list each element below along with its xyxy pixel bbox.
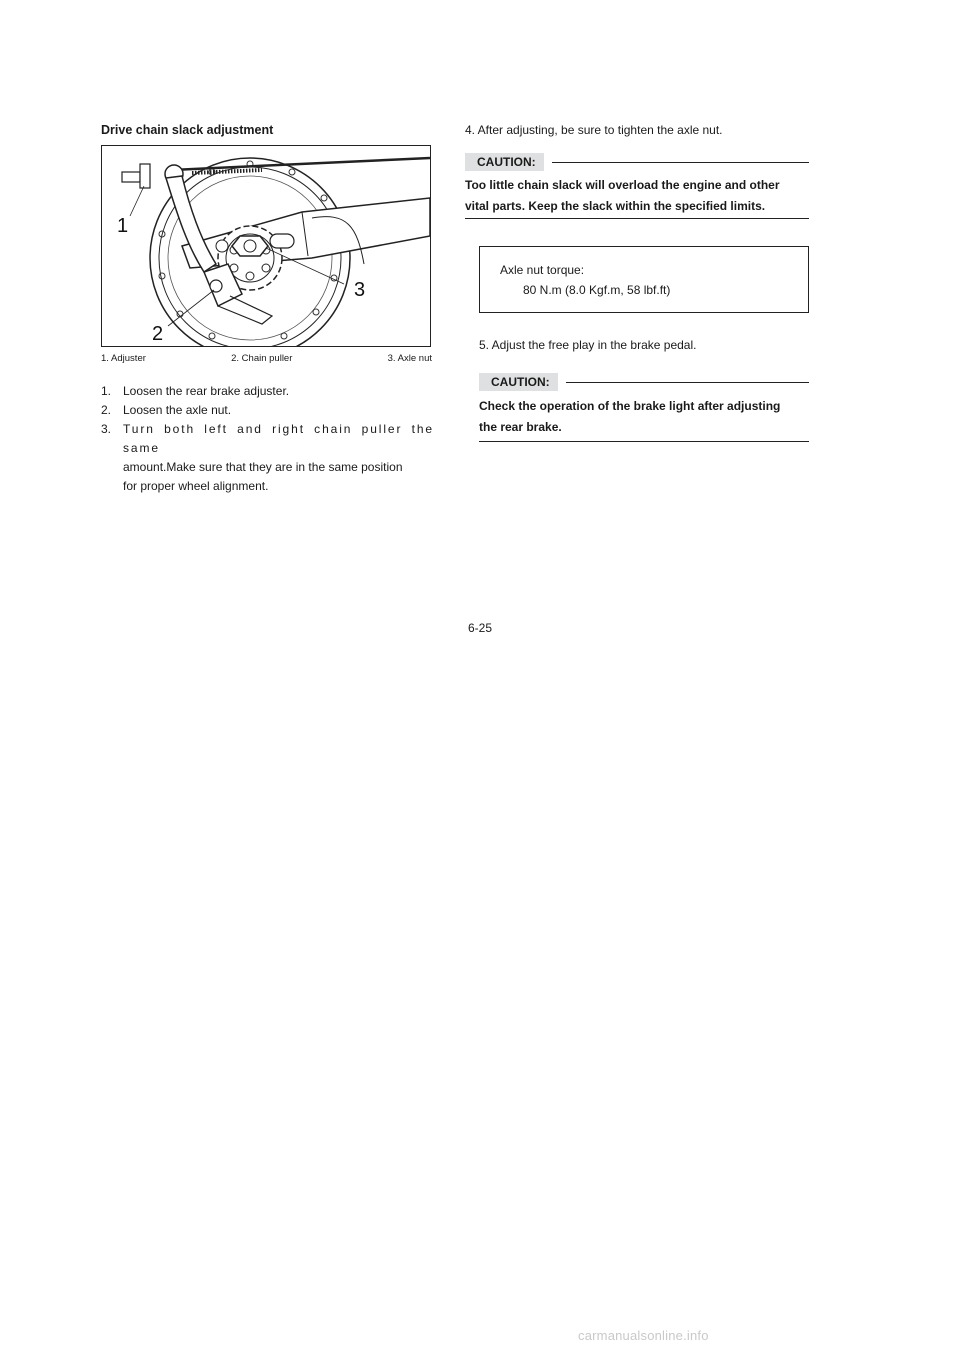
list-item (101, 401, 434, 420)
step-number: 1. (101, 384, 112, 398)
list-item (101, 458, 434, 477)
step-number: 2. (101, 403, 112, 417)
list-item (101, 420, 434, 458)
divider (552, 162, 809, 163)
caution-line: the rear brake. (479, 420, 562, 434)
step-text: amount.Make sure that they are in the same position (123, 460, 403, 474)
divider (465, 218, 809, 219)
step-text: Turn both left and right chain puller the same (123, 422, 434, 455)
page-number: 6-25 (467, 621, 493, 635)
step-4-text: 4. After adjusting, be sure to tighten the axle nut. (465, 123, 723, 137)
caution-line: Too little chain slack will overload the engine and other (465, 178, 780, 192)
step-number (101, 477, 123, 496)
step-text: Loosen the rear brake adjuster. (123, 384, 290, 398)
step-number (101, 458, 123, 477)
caption-chain-puller: 2. Chain puller (231, 353, 293, 364)
step-text: Loosen the axle nut. (123, 403, 232, 417)
caption-axle-nut: 3. Axle nut (387, 353, 432, 364)
list-item (101, 382, 434, 401)
step-number: 3. (101, 422, 112, 436)
list-item (101, 477, 434, 496)
caution-text (465, 175, 809, 217)
spec-label: Axle nut torque: (500, 263, 585, 277)
caution-header (465, 373, 809, 391)
divider (479, 441, 809, 442)
caution-line: Check the operation of the brake light after adjusting (479, 399, 781, 413)
caution-header (465, 153, 809, 171)
section-title: Drive chain slack adjustment (101, 123, 274, 137)
figure-captions (101, 353, 432, 364)
caution-line: vital parts. Keep the slack within the specified limits. (465, 199, 766, 213)
torque-spec-box (479, 246, 809, 313)
caution-badge: CAUTION: (479, 373, 558, 391)
caution-badge: CAUTION: (465, 153, 544, 171)
step-5-text: 5. Adjust the free play in the brake pedal. (479, 338, 697, 352)
figure-drawing (102, 146, 430, 346)
caution-text (479, 396, 809, 438)
callout-1: 1 (117, 215, 129, 237)
callout-3: 3 (354, 279, 366, 301)
procedure-steps (101, 382, 434, 496)
spec-value: 80 N.m (8.0 Kgf.m, 58 lbf.ft) (523, 283, 671, 297)
chain-adjuster-illustration (101, 145, 431, 347)
step-text: for proper wheel alignment. (123, 479, 269, 493)
callout-2: 2 (152, 323, 164, 345)
divider (566, 382, 809, 383)
watermark-text: carmanualsonline.info (578, 1328, 709, 1343)
caption-adjuster: 1. Adjuster (101, 353, 146, 364)
